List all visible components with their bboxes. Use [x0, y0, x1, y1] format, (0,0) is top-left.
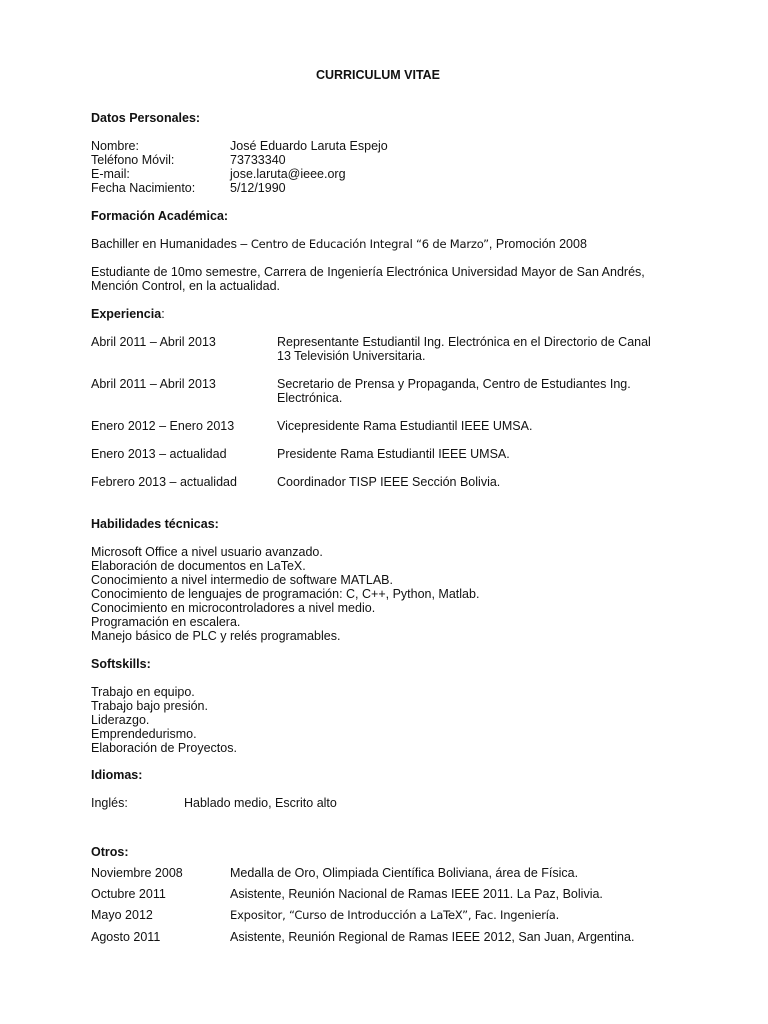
skills-heading: Habilidades técnicas:	[91, 517, 219, 531]
softskills-heading: Softskills:	[91, 657, 151, 671]
languages-heading: Idiomas:	[91, 768, 143, 782]
experience-heading-colon: :	[161, 307, 165, 321]
experience-description: Presidente Rama Estudiantil IEEE UMSA.	[277, 447, 510, 461]
personal-heading: Datos Personales:	[91, 111, 201, 125]
education-heading: Formación Académica:	[91, 209, 229, 223]
others-description: Medalla de Oro, Olimpiada Científica Boliviana, área de Física.	[230, 866, 579, 880]
experience-heading-text: Experiencia	[91, 307, 162, 321]
language-level: Hablado medio, Escrito alto	[184, 796, 337, 810]
experience-period: Enero 2012 – Enero 2013	[91, 419, 235, 433]
education-item-university-line1: Estudiante de 10mo semestre, Carrera de Ingeniería Electrónica Universidad Mayor de San Andrés,	[91, 265, 645, 279]
education-item-university-line2: Mención Control, en la actualidad.	[91, 279, 281, 293]
personal-label-birthdate: Fecha Nacimiento:	[91, 181, 196, 195]
experience-heading	[91, 307, 165, 321]
skills-item: Conocimiento en microcontroladores a nivel medio.	[91, 601, 376, 615]
softskills-item: Liderazgo.	[91, 713, 150, 727]
softskills-item: Trabajo en equipo.	[91, 685, 195, 699]
others-date: Noviembre 2008	[91, 866, 183, 880]
others-description: Asistente, Reunión Regional de Ramas IEEE 2012, San Juan, Argentina.	[230, 930, 635, 944]
others-date: Octubre 2011	[91, 887, 166, 901]
education-item-bachiller-part3: , Promoción 2008	[488, 237, 587, 251]
others-date: Mayo 2012	[91, 908, 153, 922]
page-title: CURRICULUM VITAE	[315, 68, 441, 82]
language-label: Inglés:	[91, 796, 128, 810]
others-heading: Otros:	[91, 845, 129, 859]
softskills-item: Trabajo bajo presión.	[91, 699, 208, 713]
education-item-bachiller-school: Centro de Educación Integral “6 de Marzo”	[250, 237, 489, 251]
others-description: Asistente, Reunión Nacional de Ramas IEEE 2011. La Paz, Bolivia.	[230, 887, 603, 901]
experience-period: Abril 2011 – Abril 2013	[91, 377, 216, 391]
personal-label-email: E-mail:	[91, 167, 130, 181]
skills-item: Microsoft Office a nivel usuario avanzado.	[91, 545, 323, 559]
personal-value-email: jose.laruta@ieee.org	[230, 167, 346, 181]
personal-value-phone: 73733340	[230, 153, 286, 167]
personal-value-birthdate: 5/12/1990	[230, 181, 286, 195]
experience-period: Febrero 2013 – actualidad	[91, 475, 237, 489]
skills-item: Programación en escalera.	[91, 615, 241, 629]
personal-label-phone: Teléfono Móvil:	[91, 153, 175, 167]
experience-description: Coordinador TISP IEEE Sección Bolivia.	[277, 475, 501, 489]
skills-item: Elaboración de documentos en LaTeX.	[91, 559, 306, 573]
education-item-bachiller	[91, 237, 587, 251]
experience-description: Vicepresidente Rama Estudiantil IEEE UMSA.	[277, 419, 533, 433]
experience-period: Abril 2011 – Abril 2013	[91, 335, 216, 349]
experience-description: Secretario de Prensa y Propaganda, Centro de Estudiantes Ing. Electrónica.	[277, 377, 631, 405]
experience-description: Representante Estudiantil Ing. Electrónica en el Directorio de Canal 13 Televisión Universitaria.	[277, 335, 651, 363]
others-date: Agosto 2011	[91, 930, 161, 944]
softskills-item: Elaboración de Proyectos.	[91, 741, 237, 755]
education-item-bachiller-part1: Bachiller en Humanidades –	[91, 237, 251, 251]
personal-label-name: Nombre:	[91, 139, 139, 153]
skills-item: Conocimiento a nivel intermedio de software MATLAB.	[91, 573, 393, 587]
experience-period: Enero 2013 – actualidad	[91, 447, 227, 461]
skills-item: Manejo básico de PLC y relés programables.	[91, 629, 341, 643]
personal-value-name: José Eduardo Laruta Espejo	[230, 139, 388, 153]
skills-item: Conocimiento de lenguajes de programación: C, C++, Python, Matlab.	[91, 587, 480, 601]
others-description: Expositor, “Curso de Introducción a LaTeX”, Fac. Ingeniería.	[230, 908, 560, 922]
softskills-item: Emprendedurismo.	[91, 727, 197, 741]
